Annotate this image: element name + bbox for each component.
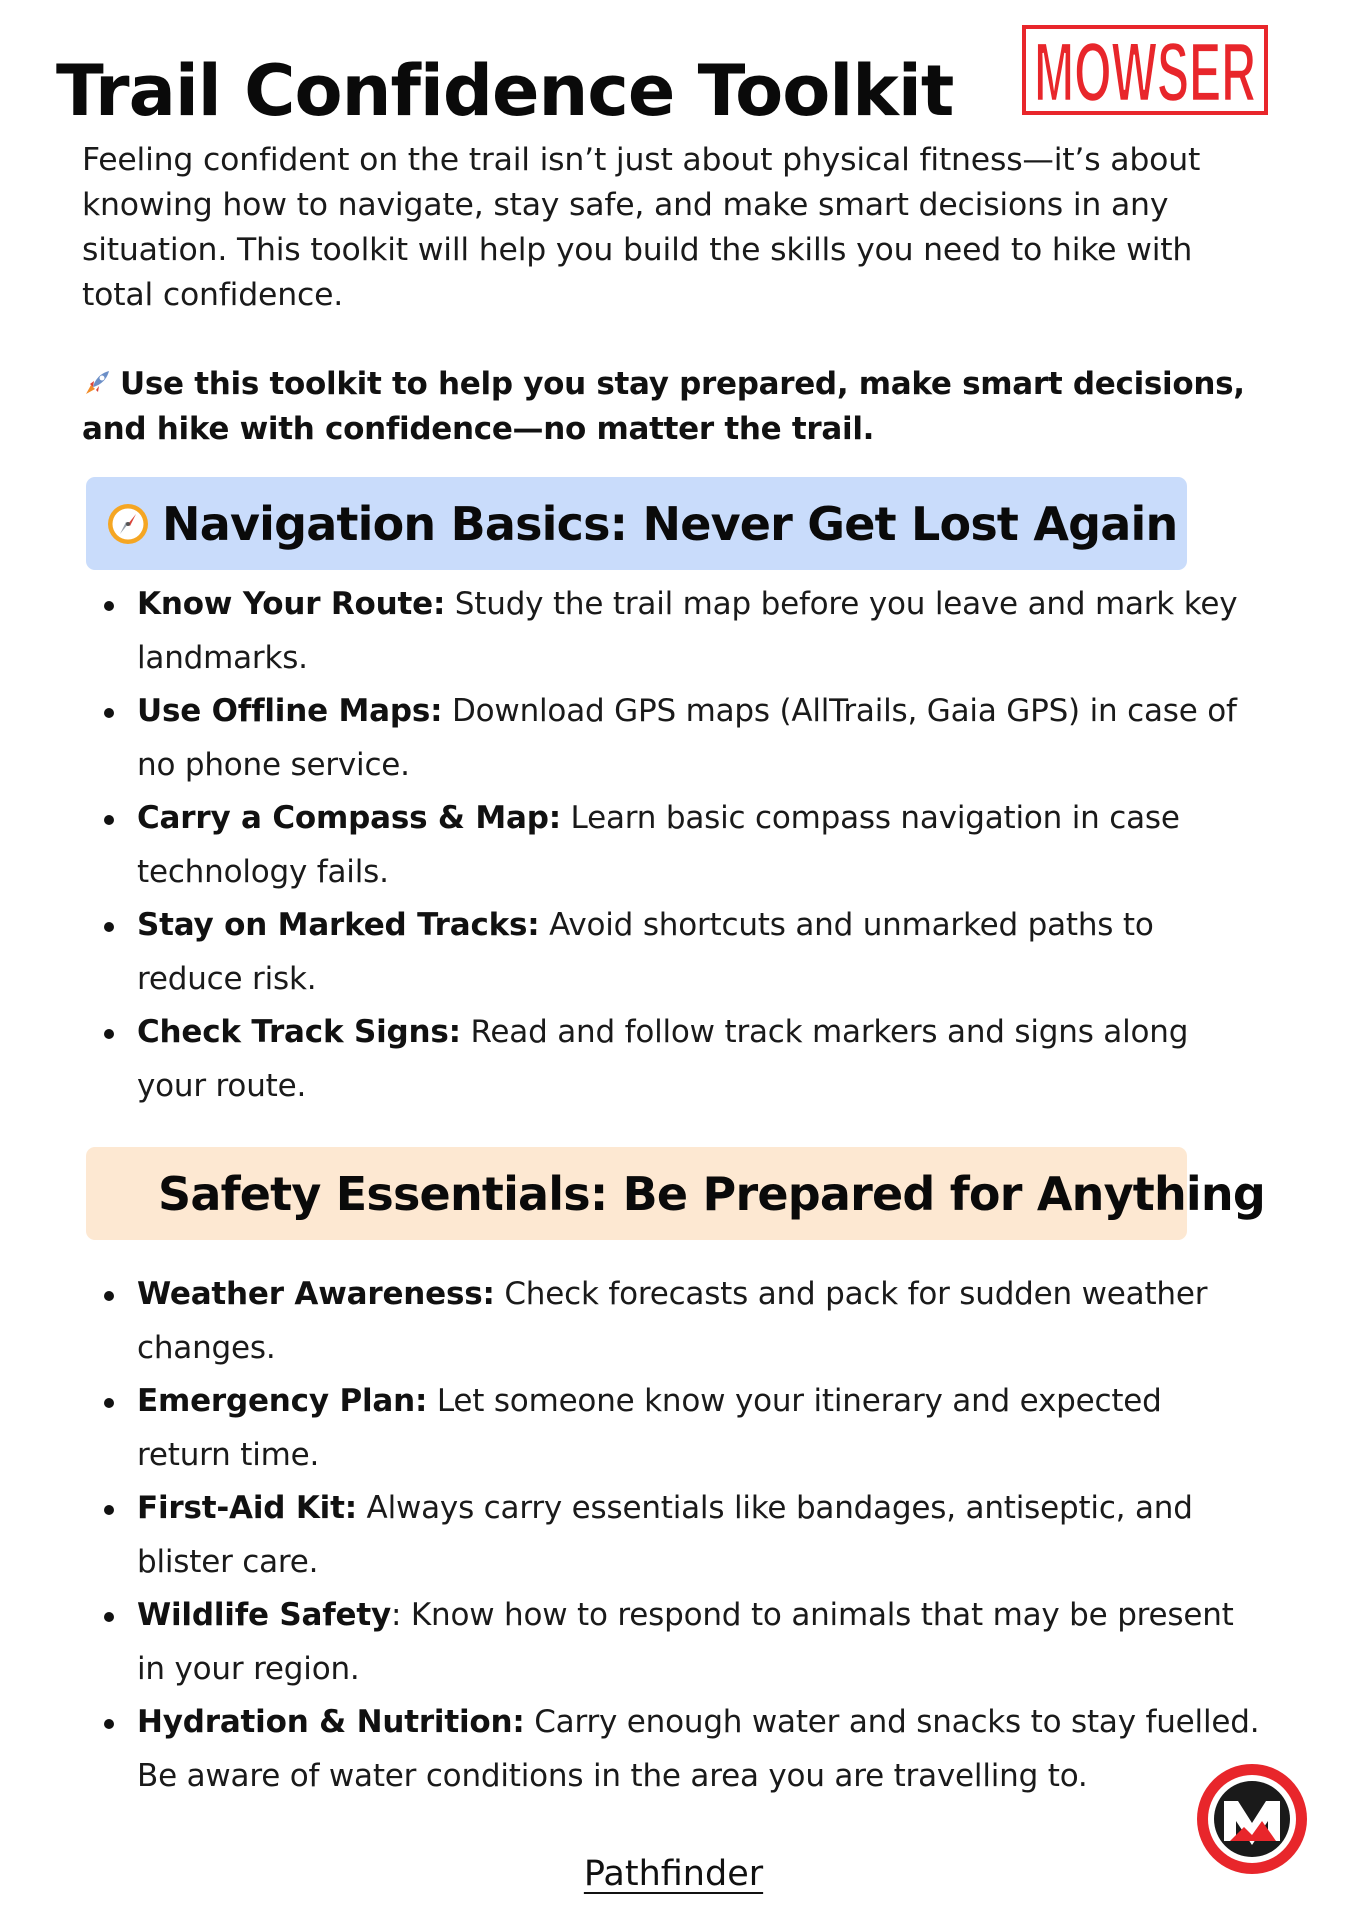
item-text: Let someone know your itinerary and expected return time. [137,1383,1162,1473]
list-item [104,792,1264,899]
list-item [104,1268,1264,1375]
footer [0,1852,1357,1896]
list-item [104,1696,1264,1803]
item-text: Download GPS maps (AllTrails, Gaia GPS) in case of no phone service. [137,693,1237,783]
item-label: Check Track Signs: [137,1014,461,1050]
item-label: Carry a Compass & Map: [137,800,561,836]
item-text: Carry enough water and snacks to stay fuelled. Be aware of water conditions in the area you are travelling to. [137,1704,1260,1794]
list-item [104,1375,1264,1482]
navigation-list [104,578,1264,1113]
mowser-m-badge-icon [1194,1761,1310,1877]
item-text: Learn basic compass navigation in case technology fails. [137,800,1180,890]
section-header-navigation [86,477,1187,570]
pathfinder-link[interactable]: Pathfinder [583,1854,764,1894]
list-item [104,899,1264,1006]
mowser-logo [1022,25,1268,115]
item-label: Weather Awareness: [137,1276,495,1312]
list-item [104,1589,1264,1696]
page-title: Trail Confidence Toolkit [56,50,954,132]
item-label: Know Your Route: [137,586,446,622]
compass-icon [106,502,150,546]
section-title-safety: Safety Essentials: Be Prepared for Anything [158,1166,1265,1221]
item-text: Study the trail map before you leave and mark key landmarks. [137,586,1238,676]
brand-logo-text: MOWSER [1034,31,1256,109]
item-label: Wildlife Safety [137,1597,391,1633]
item-label: Hydration & Nutrition: [137,1704,525,1740]
item-text: Check forecasts and pack for sudden weather changes. [137,1276,1208,1366]
item-label: First-Aid Kit: [137,1490,357,1526]
safety-list [104,1268,1264,1803]
item-text: : Know how to respond to animals that may be present in your region. [137,1597,1234,1687]
list-item [104,578,1264,685]
section-header-safety [86,1147,1265,1240]
callout-label: Use this toolkit to help you stay prepared, make smart decisions, and hike with confidence—no matter the trail. [82,366,1245,447]
callout-text [82,362,1262,452]
item-text: Read and follow track markers and signs along your route. [137,1014,1189,1104]
mowser-wordmark-icon [1029,31,1261,109]
list-item [104,685,1264,792]
item-label: Emergency Plan: [137,1383,428,1419]
section-title-navigation: Navigation Basics: Never Get Lost Again [162,496,1178,551]
rocket-icon [82,368,112,398]
list-item [104,1006,1264,1113]
item-label: Use Offline Maps: [137,693,443,729]
intro-paragraph: Feeling confident on the trail isn’t just about physical fitness—it’s about knowing how to navigate, stay safe, and make smart decisions in any situation. This toolkit will help you build the skills you need to hike with total confidence. [82,142,1201,313]
item-text: Avoid shortcuts and unmarked paths to reduce risk. [137,907,1154,997]
item-text: Always carry essentials like bandages, antiseptic, and blister care. [137,1490,1193,1580]
list-item [104,1482,1264,1589]
item-label: Stay on Marked Tracks: [137,907,540,943]
